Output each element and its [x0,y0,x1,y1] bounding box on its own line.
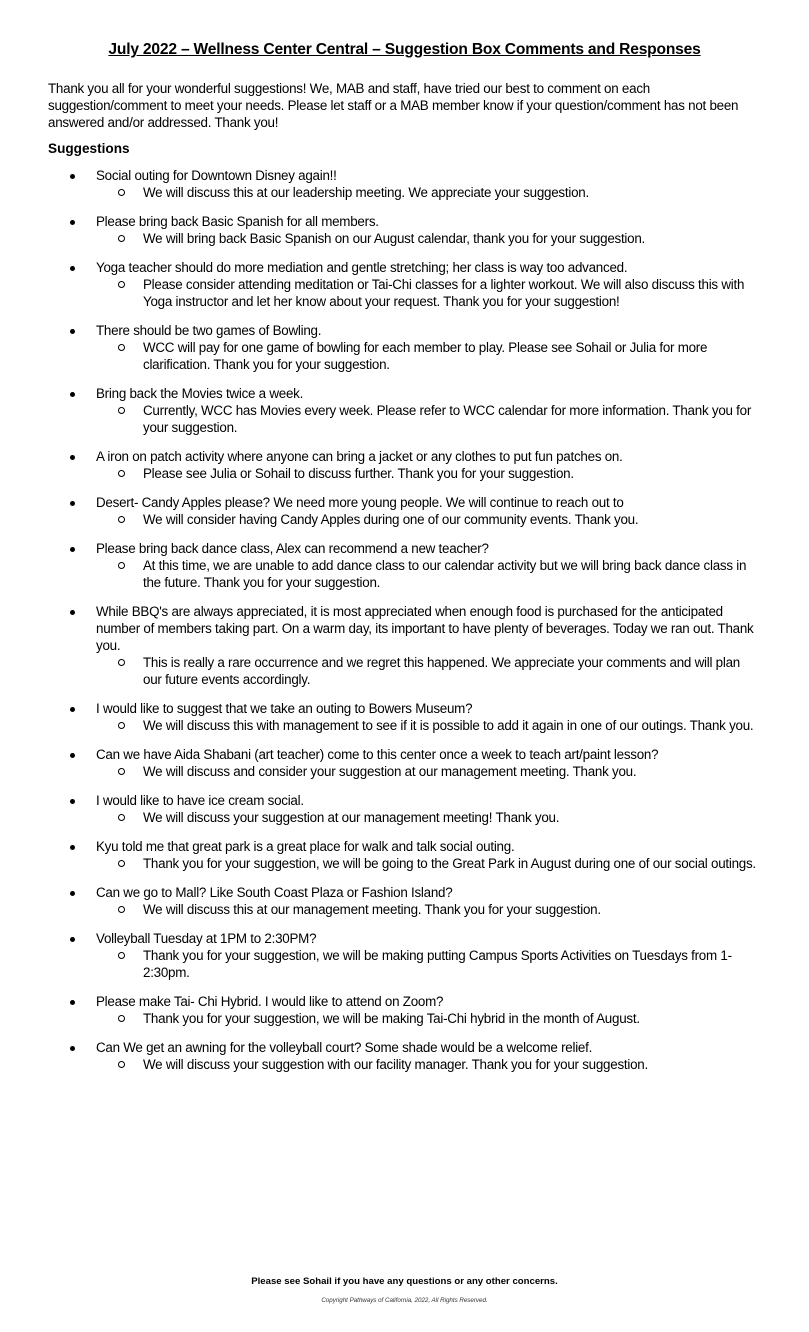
bullet-icon [70,501,75,506]
hollow-bullet-icon [118,562,125,569]
page-title: July 2022 – Wellness Center Central – Suggestion Box Comments and Responses [108,41,701,58]
suggestion-text: Can we have Aida Shabani (art teacher) come to this center once a week to teach art/paint lesson? [96,747,659,762]
suggestion-text: Kyu told me that great park is a great place for walk and talk social outing. [96,839,515,854]
suggestion-list [0,167,809,1085]
hollow-bullet-icon [118,470,125,477]
response-text: At this time, we are unable to add dance class to our calendar activity but we will bring back dance class in the future. Thank you for your suggestion. [143,558,747,590]
hollow-bullet-icon [118,344,125,351]
bullet-icon [70,455,75,460]
response-text: Please see Julia or Sohail to discuss further. Thank you for your suggestion. [143,466,574,481]
suggestion-text: There should be two games of Bowling. [96,323,322,338]
suggestion-text: Yoga teacher should do more mediation and gentle stretching; her class is way too advanced. [96,260,628,275]
bullet-icon [70,329,75,334]
copyright-notice: Copyright Pathways of California, 2022, All Rights Reserved. [321,1297,488,1304]
response-item [0,402,809,436]
bullet-icon [70,891,75,896]
response-item [0,511,809,528]
bullet-icon [70,1046,75,1051]
response-item [0,1056,809,1073]
response-text: We will discuss this at our leadership meeting. We appreciate your suggestion. [143,185,589,200]
list-item [0,700,809,734]
bullet-icon [70,220,75,225]
response-text: Please consider attending meditation or Tai-Chi classes for a lighter workout. We will also discuss this with Yoga instructor and let her know about your request. Thank you for your suggestion! [143,277,745,309]
response-item [0,1010,809,1027]
suggestion-text: Social outing for Downtown Disney again!! [96,168,337,183]
suggestion-text: Can We get an awning for the volleyball court? Some shade would be a welcome relief. [96,1040,593,1055]
response-item [0,339,809,373]
list-item [0,792,809,826]
list-item [0,167,809,201]
list-item [0,993,809,1027]
suggestion-text: Please make Tai- Chi Hybrid. I would like to attend on Zoom? [96,994,444,1009]
bullet-icon [70,1000,75,1005]
list-item [0,746,809,780]
hollow-bullet-icon [118,659,125,666]
response-text: We will discuss this at our management meeting. Thank you for your suggestion. [143,902,601,917]
response-item [0,465,809,482]
hollow-bullet-icon [118,516,125,523]
suggestion-text: Volleyball Tuesday at 1PM to 2:30PM? [96,931,317,946]
response-item [0,184,809,201]
response-text: We will discuss this with management to see if it is possible to add it again in one of our outings. Thank you. [143,718,754,733]
footer-note: Please see Sohail if you have any questions or any other concerns. [251,1276,558,1287]
response-item [0,557,809,591]
bullet-icon [70,392,75,397]
suggestion-text: I would like to suggest that we take an outing to Bowers Museum? [96,701,473,716]
list-item [0,259,809,310]
hollow-bullet-icon [118,768,125,775]
response-text: We will discuss and consider your suggestion at our management meeting. Thank you. [143,764,637,779]
hollow-bullet-icon [118,281,125,288]
suggestion-text: Please bring back Basic Spanish for all members. [96,214,379,229]
response-text: We will discuss your suggestion at our management meeting! Thank you. [143,810,560,825]
hollow-bullet-icon [118,407,125,414]
response-text: We will consider having Candy Apples during one of our community events. Thank you. [143,512,639,527]
bullet-icon [70,799,75,804]
response-item [0,717,809,734]
hollow-bullet-icon [118,906,125,913]
hollow-bullet-icon [118,1015,125,1022]
response-text: We will discuss your suggestion with our facility manager. Thank you for your suggestion. [143,1057,648,1072]
list-item [0,540,809,591]
suggestion-text: While BBQ's are always appreciated, it is most appreciated when enough food is purchased for the anticipated number of members taking part. On a warm day, its important to have plenty of beverages. Today we ran out. Thank you. [96,604,754,653]
bullet-icon [70,707,75,712]
section-heading: Suggestions [48,141,130,156]
hollow-bullet-icon [118,814,125,821]
response-item [0,947,809,981]
response-item [0,276,809,310]
bullet-icon [70,547,75,552]
response-text: We will bring back Basic Spanish on our August calendar, thank you for your suggestion. [143,231,646,246]
bullet-icon [70,845,75,850]
response-item [0,763,809,780]
list-item [0,603,809,688]
bullet-icon [70,266,75,271]
hollow-bullet-icon [118,722,125,729]
suggestion-text: Can we go to Mall? Like South Coast Plaza or Fashion Island? [96,885,453,900]
response-item [0,654,809,688]
list-item [0,322,809,373]
list-item [0,494,809,528]
list-item [0,213,809,247]
bullet-icon [70,174,75,179]
hollow-bullet-icon [118,952,125,959]
response-item [0,230,809,247]
hollow-bullet-icon [118,1061,125,1068]
response-text: Thank you for your suggestion, we will be going to the Great Park in August during one of our social outings. [143,856,756,871]
list-item [0,1039,809,1073]
list-item [0,930,809,981]
response-text: Currently, WCC has Movies every week. Please refer to WCC calendar for more information. Thank you for your suggestion. [143,403,752,435]
list-item [0,448,809,482]
suggestion-text: Desert- Candy Apples please? We need more young people. We will continue to reach out to [96,495,624,510]
bullet-icon [70,937,75,942]
suggestion-text: I would like to have ice cream social. [96,793,304,808]
suggestion-text: Please bring back dance class, Alex can recommend a new teacher? [96,541,489,556]
response-text: Thank you for your suggestion, we will be making Tai-Chi hybrid in the month of August. [143,1011,640,1026]
response-item [0,855,809,872]
list-item [0,385,809,436]
intro-paragraph: Thank you all for your wonderful suggestions! We, MAB and staff, have tried our best to comment on each suggestion/comment to meet your needs. Please let staff or a MAB member know if your question/comment has not been answered and/or addressed. Thank you! [48,81,739,131]
suggestion-text: A iron on patch activity where anyone can bring a jacket or any clothes to put fun patches on. [96,449,623,464]
bullet-icon [70,753,75,758]
list-item [0,838,809,872]
response-text: Thank you for your suggestion, we will be making putting Campus Sports Activities on Tuesdays from 1-2:30pm. [143,948,732,980]
response-item [0,809,809,826]
bullet-icon [70,610,75,615]
suggestion-text: Bring back the Movies twice a week. [96,386,304,401]
hollow-bullet-icon [118,235,125,242]
list-item [0,884,809,918]
response-item [0,901,809,918]
response-text: WCC will pay for one game of bowling for each member to play. Please see Sohail or Julia for more clarification. Thank you for your suggestion. [143,340,708,372]
hollow-bullet-icon [118,189,125,196]
response-text: This is really a rare occurrence and we regret this happened. We appreciate your comments and will plan our future events accordingly. [143,655,740,687]
hollow-bullet-icon [118,860,125,867]
